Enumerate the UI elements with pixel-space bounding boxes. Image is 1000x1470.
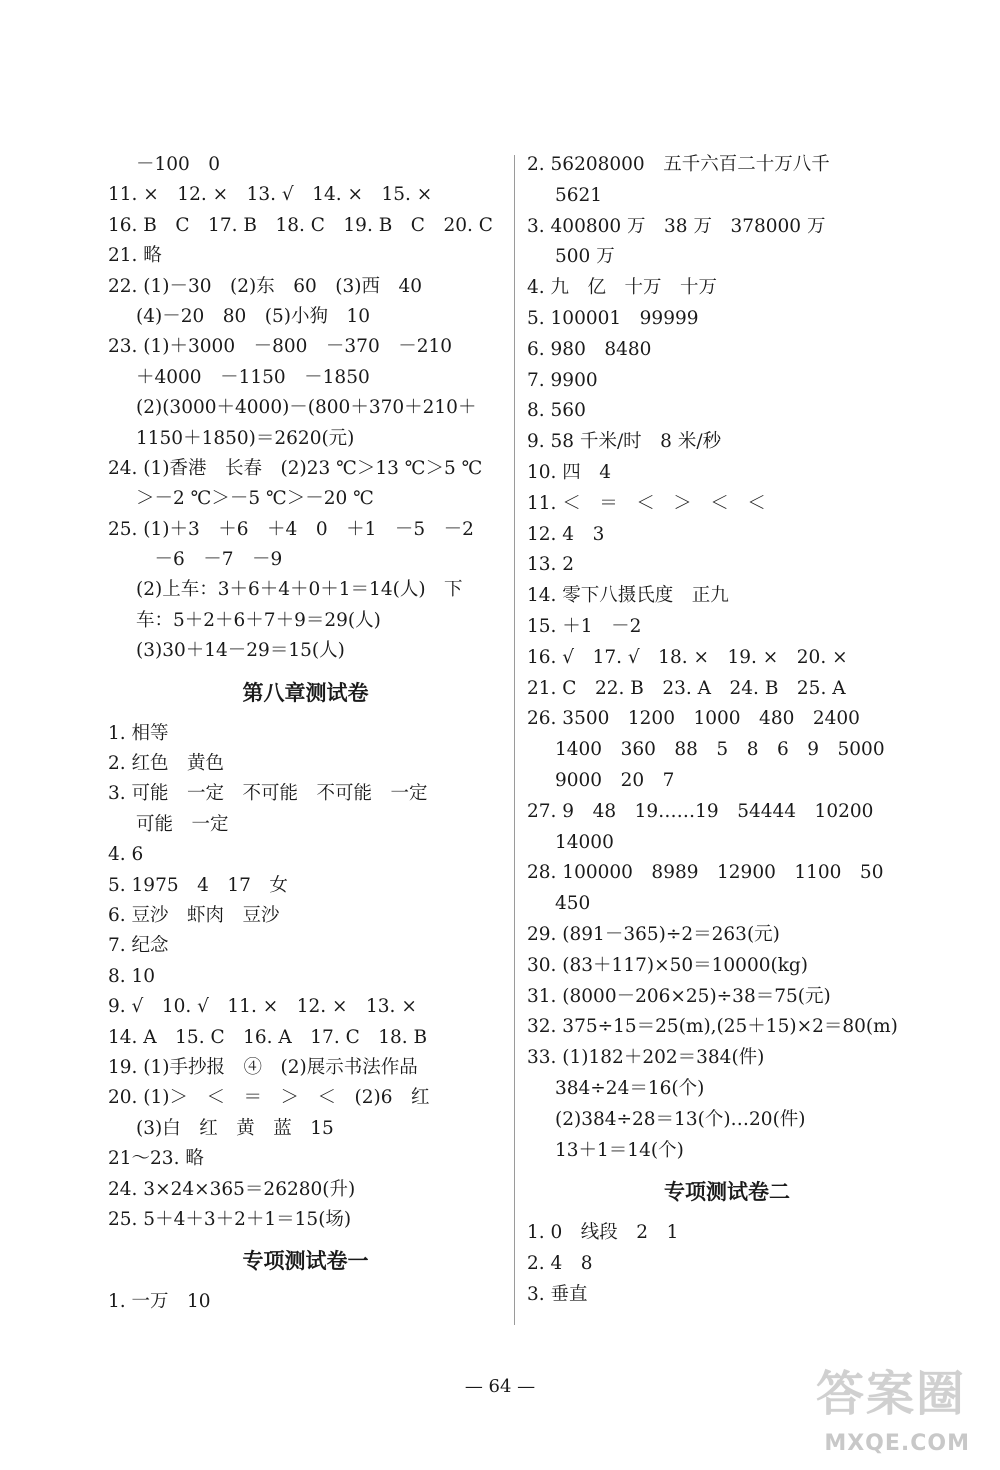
answer-line: －100 0	[136, 154, 221, 175]
page-number: — 64 —	[464, 1376, 536, 1397]
answer-line: 7. 纪念	[108, 935, 169, 957]
answer-line: (4)－20 80 (5)小狗 10	[136, 305, 371, 327]
answer-line: 2. 红色 黄色	[108, 753, 225, 775]
answer-line: 1150＋1850)＝2620(元)	[136, 427, 355, 449]
answer-line: 21. 略	[108, 245, 162, 267]
answer-line: 5621	[555, 184, 603, 206]
answer-line: 11. × 12. × 13. √ 14. × 15. ×	[108, 184, 433, 206]
answer-line: 19. (1)手抄报 ④ (2)展示书法作品	[108, 1056, 418, 1078]
answer-line: 21. C 22. B 23. A 24. B 25. A	[527, 677, 846, 699]
answer-line: 29. (891－365)÷2＝263(元)	[527, 923, 780, 945]
answer-line: 5. 100001 99999	[527, 307, 699, 329]
answer-line: 9000 20 7	[555, 769, 675, 791]
answer-line: 31. (8000－206×25)÷38＝75(元)	[527, 985, 831, 1007]
answer-line: (2)384÷28＝13(个)…20(件)	[555, 1108, 806, 1130]
answer-line: 16. √ 17. √ 18. × 19. × 20. ×	[527, 646, 848, 668]
section-heading: 第八章测试卷	[242, 680, 369, 705]
section-heading: 专项测试卷一	[242, 1249, 369, 1274]
answer-line: 7. 9900	[527, 369, 598, 391]
answer-line: 16. B C 17. B 18. C 19. B C 20. C	[108, 214, 493, 236]
answer-line: 14. 零下八摄氏度 正九	[527, 585, 729, 607]
answer-line: 26. 3500 1200 1000 480 2400	[527, 708, 860, 730]
answer-line: 5. 1975 4 17 女	[108, 874, 288, 896]
answer-line: 2. 56208000 五千六百二十万八千	[527, 154, 830, 175]
answer-line: 1. 相等	[108, 722, 169, 744]
answer-line: 33. (1)182＋202＝384(件)	[527, 1047, 765, 1069]
answer-line: 8. 560	[527, 400, 586, 422]
answer-line: 6. 980 8480	[527, 338, 652, 360]
answer-line: 4. 九 亿 十万 十万	[527, 277, 718, 299]
answer-line: 23. (1)＋3000 －800 －370 －210	[108, 336, 453, 358]
answer-line: 25. (1)＋3 ＋6 ＋4 0 ＋1 －5 －2	[108, 518, 474, 540]
answer-line: 30. (83＋117)×50＝10000(kg)	[527, 954, 808, 976]
answer-line: 384÷24＝16(个)	[555, 1077, 705, 1099]
answer-line: 22. (1)－30 (2)东 60 (3)西 40	[108, 275, 423, 297]
answer-line: ＋4000 －1150 －1850	[136, 366, 370, 388]
answer-line: 车：5＋2＋6＋7＋9＝29(人)	[136, 609, 381, 631]
answer-line: 32. 375÷15＝25(m),(25＋15)×2＝80(m)	[527, 1016, 898, 1038]
answer-line: 2. 4 8	[527, 1253, 593, 1275]
answer-line: 11. ＜ ＝ ＜ ＞ ＜ ＜	[527, 492, 766, 514]
answer-line: 6. 豆沙 虾肉 豆沙	[108, 904, 280, 926]
answer-line: ＞－2 ℃＞－5 ℃＞－20 ℃	[136, 488, 374, 510]
answer-line: 3. 400800 万 38 万 378000 万	[527, 215, 826, 237]
answer-line: 25. 5＋4＋3＋2＋1＝15(场)	[108, 1208, 352, 1230]
answer-line: 500 万	[555, 246, 615, 268]
answer-line: 9. 58 千米/时 8 米/秒	[527, 431, 722, 453]
answer-line: 4. 6	[108, 844, 144, 866]
answer-line: 10. 四 4	[527, 461, 612, 483]
answer-line: (3)30＋14－29＝15(人)	[136, 640, 345, 662]
answer-line: 450	[555, 893, 591, 915]
watermark-site: MXQE.COM	[824, 1431, 970, 1456]
answer-line: 9. √ 10. √ 11. × 12. × 13. ×	[108, 996, 417, 1018]
answer-line: 1. 0 线段 2 1	[527, 1222, 679, 1244]
answer-line: －6 －7 －9	[136, 549, 283, 571]
answer-line: 24. (1)香港 长春 (2)23 ℃＞13 ℃＞5 ℃	[108, 457, 483, 479]
answer-line: 可能 一定	[136, 813, 229, 835]
answer-line: (2)上车：3＋6＋4＋0＋1＝14(人) 下	[136, 579, 463, 601]
column-divider	[514, 155, 515, 1325]
answer-line: (3)白 红 黄 蓝 15	[136, 1117, 334, 1139]
answer-line: 8. 10	[108, 965, 156, 987]
answer-line: 13. 2	[527, 554, 575, 576]
answer-line: 15. ＋1 －2	[527, 615, 642, 637]
answer-line: 27. 9 48 19……19 54444 10200	[527, 800, 874, 822]
answer-line: 12. 4 3	[527, 523, 605, 545]
answer-line: (2)(3000＋4000)－(800＋370＋210＋	[136, 397, 477, 419]
watermark-logo: 答案圈	[815, 1366, 966, 1422]
answer-line: 28. 100000 8989 12900 1100 50	[527, 862, 884, 884]
answer-line: 13＋1＝14(个)	[555, 1139, 684, 1161]
answer-line: 3. 可能 一定 不可能 不可能 一定	[108, 783, 428, 805]
answer-line: 1400 360 88 5 8 6 9 5000	[555, 739, 885, 761]
answer-line: 14. A 15. C 16. A 17. C 18. B	[108, 1026, 428, 1048]
answer-line: 1. 一万 10	[108, 1291, 211, 1313]
answer-line: 14000	[555, 831, 614, 853]
section-heading: 专项测试卷二	[664, 1180, 790, 1205]
right-answer-column	[527, 150, 927, 1311]
left-answer-column	[108, 150, 503, 1318]
answer-line: 3. 垂直	[527, 1283, 588, 1305]
answer-line: 21～23. 略	[108, 1148, 204, 1170]
answer-line: 24. 3×24×365＝26280(升)	[108, 1178, 356, 1200]
answer-line: 20. (1)＞ ＜ ＝ ＞ ＜ (2)6 红	[108, 1087, 430, 1109]
